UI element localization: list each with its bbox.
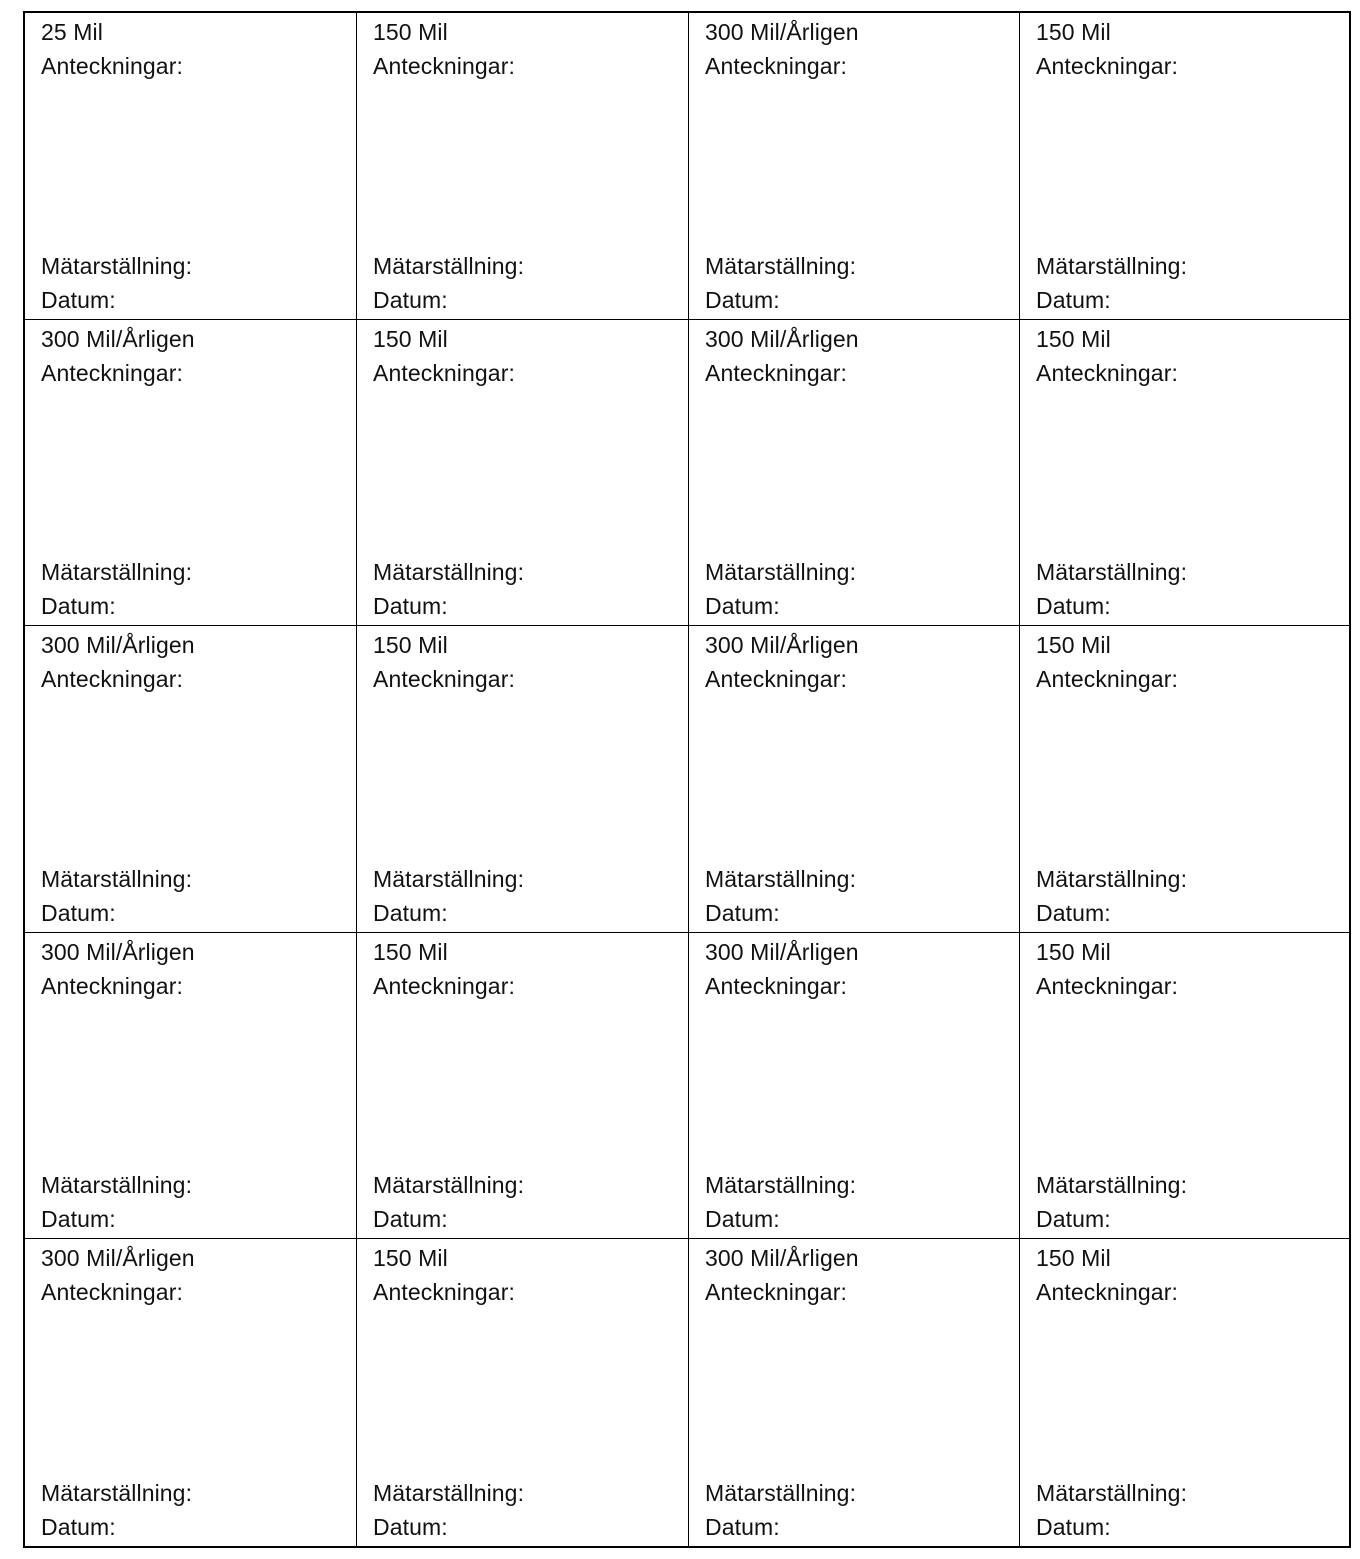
meter-reading-label: Mätarställning: bbox=[705, 252, 857, 279]
service-interval-label: 300 Mil/Årligen bbox=[705, 1245, 859, 1272]
service-interval-label: 300 Mil/Årligen bbox=[41, 1245, 195, 1272]
date-label: Datum: bbox=[1036, 1206, 1111, 1233]
service-interval-label: 300 Mil/Årligen bbox=[41, 632, 195, 659]
notes-label: Anteckningar: bbox=[705, 972, 847, 999]
date-label: Datum: bbox=[705, 286, 780, 313]
service-entry-cell bbox=[25, 13, 357, 320]
notes-label: Anteckningar: bbox=[1036, 666, 1178, 693]
meter-reading-label: Mätarställning: bbox=[373, 865, 525, 892]
service-interval-label: 300 Mil/Årligen bbox=[41, 938, 195, 965]
meter-reading-label: Mätarställning: bbox=[41, 865, 193, 892]
meter-reading-label: Mätarställning: bbox=[41, 1172, 193, 1199]
service-interval-label: 300 Mil/Årligen bbox=[705, 325, 859, 352]
notes-label: Anteckningar: bbox=[41, 666, 183, 693]
notes-label: Anteckningar: bbox=[1036, 53, 1178, 79]
notes-label: Anteckningar: bbox=[41, 53, 183, 79]
notes-label: Anteckningar: bbox=[41, 1279, 183, 1306]
meter-reading-label: Mätarställning: bbox=[1036, 1172, 1188, 1199]
meter-reading-label: Mätarställning: bbox=[41, 1480, 193, 1506]
service-entry-cell bbox=[1020, 933, 1349, 1240]
meter-reading-label: Mätarställning: bbox=[373, 1480, 525, 1506]
service-log-table bbox=[23, 11, 1351, 1548]
service-entry-cell bbox=[25, 1239, 357, 1546]
service-interval-label: 300 Mil/Årligen bbox=[41, 325, 195, 352]
date-label: Datum: bbox=[705, 593, 780, 620]
notes-label: Anteckningar: bbox=[705, 666, 847, 693]
meter-reading-label: Mätarställning: bbox=[705, 559, 857, 586]
date-label: Datum: bbox=[41, 1206, 116, 1233]
date-label: Datum: bbox=[1036, 1514, 1111, 1540]
service-entry-cell bbox=[689, 320, 1020, 627]
date-label: Datum: bbox=[1036, 899, 1111, 926]
meter-reading-label: Mätarställning: bbox=[373, 252, 525, 279]
date-label: Datum: bbox=[373, 899, 448, 926]
service-interval-label: 150 Mil bbox=[1036, 938, 1111, 965]
date-label: Datum: bbox=[1036, 593, 1111, 620]
date-label: Datum: bbox=[41, 593, 116, 620]
service-interval-label: 150 Mil bbox=[1036, 632, 1111, 659]
service-entry-cell bbox=[357, 933, 689, 1240]
service-interval-label: 300 Mil/Årligen bbox=[705, 632, 859, 659]
service-entry-cell bbox=[25, 626, 357, 933]
date-label: Datum: bbox=[1036, 286, 1111, 313]
notes-label: Anteckningar: bbox=[373, 359, 515, 386]
meter-reading-label: Mätarställning: bbox=[373, 1172, 525, 1199]
service-entry-cell bbox=[1020, 626, 1349, 933]
service-entry-cell bbox=[25, 933, 357, 1240]
date-label: Datum: bbox=[705, 1514, 780, 1540]
service-interval-label: 300 Mil/Årligen bbox=[705, 938, 859, 965]
date-label: Datum: bbox=[41, 286, 116, 313]
service-entry-cell bbox=[357, 320, 689, 627]
service-interval-label: 150 Mil bbox=[1036, 325, 1111, 352]
service-interval-label: 150 Mil bbox=[1036, 19, 1111, 45]
meter-reading-label: Mätarställning: bbox=[373, 559, 525, 586]
meter-reading-label: Mätarställning: bbox=[1036, 1480, 1188, 1506]
service-entry-cell bbox=[25, 320, 357, 627]
meter-reading-label: Mätarställning: bbox=[705, 865, 857, 892]
meter-reading-label: Mätarställning: bbox=[41, 252, 193, 279]
service-entry-cell bbox=[689, 626, 1020, 933]
notes-label: Anteckningar: bbox=[373, 972, 515, 999]
notes-label: Anteckningar: bbox=[705, 1279, 847, 1306]
notes-label: Anteckningar: bbox=[373, 1279, 515, 1306]
notes-label: Anteckningar: bbox=[373, 666, 515, 693]
date-label: Datum: bbox=[373, 1206, 448, 1233]
service-interval-label: 25 Mil bbox=[41, 19, 103, 45]
meter-reading-label: Mätarställning: bbox=[1036, 865, 1188, 892]
service-entry-cell bbox=[689, 1239, 1020, 1546]
notes-label: Anteckningar: bbox=[1036, 972, 1178, 999]
service-interval-label: 300 Mil/Årligen bbox=[705, 19, 859, 45]
notes-label: Anteckningar: bbox=[705, 53, 847, 79]
service-entry-cell bbox=[1020, 320, 1349, 627]
service-interval-label: 150 Mil bbox=[1036, 1245, 1111, 1272]
service-entry-cell bbox=[1020, 13, 1349, 320]
date-label: Datum: bbox=[373, 1514, 448, 1540]
date-label: Datum: bbox=[41, 1514, 116, 1540]
date-label: Datum: bbox=[41, 899, 116, 926]
service-entry-cell bbox=[1020, 1239, 1349, 1546]
service-interval-label: 150 Mil bbox=[373, 1245, 448, 1272]
notes-label: Anteckningar: bbox=[41, 359, 183, 386]
notes-label: Anteckningar: bbox=[1036, 359, 1178, 386]
service-interval-label: 150 Mil bbox=[373, 325, 448, 352]
meter-reading-label: Mätarställning: bbox=[705, 1172, 857, 1199]
service-entry-cell bbox=[689, 13, 1020, 320]
date-label: Datum: bbox=[373, 593, 448, 620]
service-interval-label: 150 Mil bbox=[373, 19, 448, 45]
service-interval-label: 150 Mil bbox=[373, 632, 448, 659]
service-entry-cell bbox=[357, 626, 689, 933]
notes-label: Anteckningar: bbox=[41, 972, 183, 999]
notes-label: Anteckningar: bbox=[373, 53, 515, 79]
service-entry-cell bbox=[689, 933, 1020, 1240]
date-label: Datum: bbox=[373, 286, 448, 313]
meter-reading-label: Mätarställning: bbox=[1036, 559, 1188, 586]
service-entry-cell bbox=[357, 13, 689, 320]
notes-label: Anteckningar: bbox=[705, 359, 847, 386]
meter-reading-label: Mätarställning: bbox=[41, 559, 193, 586]
meter-reading-label: Mätarställning: bbox=[705, 1480, 857, 1506]
service-interval-label: 150 Mil bbox=[373, 938, 448, 965]
date-label: Datum: bbox=[705, 1206, 780, 1233]
meter-reading-label: Mätarställning: bbox=[1036, 252, 1188, 279]
service-entry-cell bbox=[357, 1239, 689, 1546]
notes-label: Anteckningar: bbox=[1036, 1279, 1178, 1306]
date-label: Datum: bbox=[705, 899, 780, 926]
